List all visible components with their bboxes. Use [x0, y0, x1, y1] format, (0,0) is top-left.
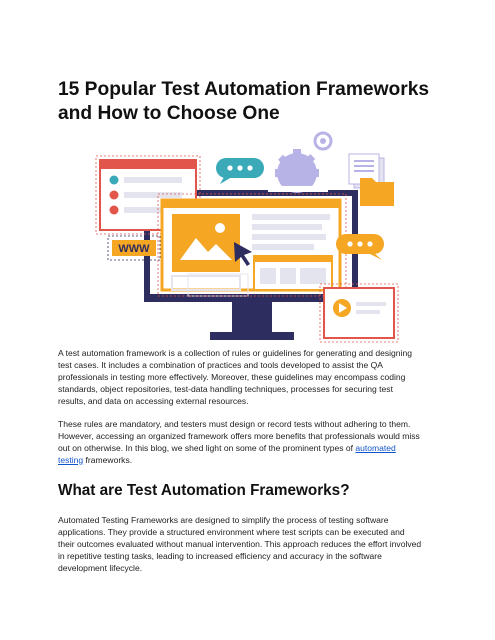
list-dot-icon: [110, 176, 119, 185]
monitor-stand: [232, 298, 272, 334]
monitor-base: [210, 332, 294, 340]
title-line-1: 15 Popular Test Automation Frameworks: [58, 79, 430, 100]
intro-line: standards, object repositories, test-data handling techniques, processes for securing test: [58, 383, 393, 394]
rules-line: [58, 443, 436, 455]
intro-paragraph: [58, 348, 436, 408]
intro-line: test cases. It includes a combination of practices and tools developed to assist the QA: [58, 359, 383, 370]
definition-line: in repetitive testing tasks, leading to increased efficiency and accuracy in the software: [58, 550, 382, 561]
rules-line: However, accessing an organized framework offers more benefits that professionals would miss: [58, 430, 420, 441]
folder-icon: [360, 178, 394, 206]
definition-line: development lifecycle.: [58, 562, 143, 573]
section-heading: What are Test Automation Frameworks?: [58, 482, 350, 499]
page-title: [58, 78, 458, 125]
definition-paragraph: [58, 515, 436, 575]
www-label: WWW: [118, 243, 150, 255]
image-placeholder: [172, 214, 240, 272]
test-automation-illustration: [92, 128, 402, 348]
rules-paragraph: [58, 419, 436, 467]
rules-line: These rules are mandatory, and testers must design or record tests without adhering to them.: [58, 419, 411, 429]
rules-text: out on otherwise. In this blog, we shed light on some of the prominent types of: [58, 442, 356, 453]
definition-line: applications. They provide a structured environment where test scripts can be executed and: [58, 526, 405, 537]
rules-line: [58, 455, 436, 467]
small-gear-icon: [315, 133, 331, 149]
list-dot-icon: [110, 206, 119, 215]
title-line-2: and How to Choose One: [58, 102, 280, 124]
intro-line: A test automation framework is a collection of rules or guidelines for generating and designing: [58, 348, 412, 358]
automated-testing-link[interactable]: automated: [355, 442, 396, 453]
definition-line: their outcomes evaluated without manual intervention. This approach reduces the effort involved: [58, 538, 422, 549]
automated-testing-link-cont[interactable]: testing: [58, 454, 84, 465]
definition-line: Automated Testing Frameworks are designed to simplify the process of testing software: [58, 515, 389, 525]
list-dot-icon: [110, 191, 119, 200]
intro-line: professionals in testing more effectively. Moreover, these guidelines may encompass coding: [58, 371, 406, 382]
rules-text: frameworks.: [83, 454, 133, 465]
intro-line: results, and data on accessing external resources.: [58, 395, 249, 406]
